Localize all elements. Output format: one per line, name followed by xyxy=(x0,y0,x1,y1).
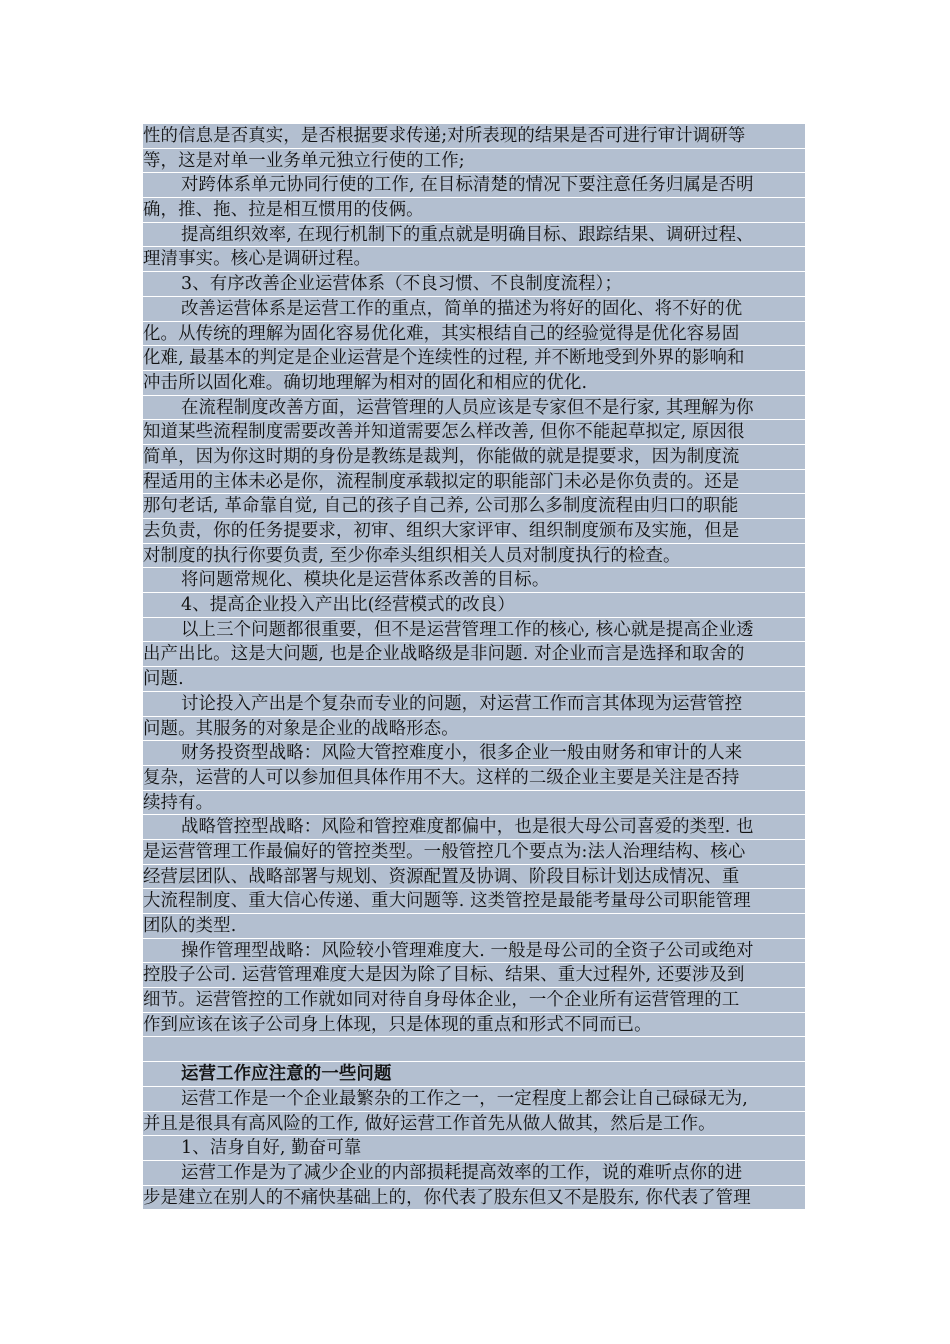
paragraph xyxy=(143,618,805,692)
text-line: 冲击所以固化难。确切地理解为相对的固化和相应的优化. xyxy=(143,371,805,396)
text-line: 经营层团队、战略部署与规划、资源配置及协调、阶段目标计划达成情况、重 xyxy=(143,865,805,890)
text-line: 等，这是对单一业务单元独立行使的工作; xyxy=(143,149,805,174)
text-line: 知道某些流程制度需要改善并知道需要怎么样改善, 但你不能起草拟定, 原因很 xyxy=(143,420,805,445)
heading-text: 运营工作应注意的一些问题 xyxy=(143,1062,805,1087)
blank-line xyxy=(143,1037,805,1062)
text-line: 问题。其服务的对象是企业的战略形态。 xyxy=(143,717,805,742)
text-line: 4、提高企业投入产出比(经营模式的改良） xyxy=(143,593,805,618)
text-line: 续持有。 xyxy=(143,791,805,816)
text-line: 步是建立在别人的不痛快基础上的，你代表了股东但又不是股东, 你代表了管理 xyxy=(143,1186,805,1211)
paragraph xyxy=(143,593,805,618)
text-line: 运营工作是为了减少企业的内部损耗提高效率的工作，说的难听点你的进 xyxy=(143,1161,805,1186)
paragraph xyxy=(143,272,805,297)
text-line: 复杂，运营的人可以参加但具体作用不大。这样的二级企业主要是关注是否持 xyxy=(143,766,805,791)
text-line: 团队的类型. xyxy=(143,914,805,939)
text-line: 将问题常规化、模块化是运营体系改善的目标。 xyxy=(143,568,805,593)
text-line: 性的信息是否真实，是否根据要求传递;对所表现的结果是否可进行审计调研等 xyxy=(143,124,805,149)
paragraph xyxy=(143,1161,805,1210)
text-line: 大流程制度、重大信心传递、重大问题等. 这类管控是最能考量母公司职能管理 xyxy=(143,889,805,914)
paragraph xyxy=(143,173,805,222)
text-line: 控股子公司. 运营管理难度大是因为除了目标、结果、重大过程外, 还要涉及到 xyxy=(143,963,805,988)
text-line: 程适用的主体未必是你，流程制度承载拟定的职能部门未必是你负责的。还是 xyxy=(143,470,805,495)
paragraph xyxy=(143,1087,805,1136)
text-line: 改善运营体系是运营工作的重点，简单的描述为将好的固化、将不好的优 xyxy=(143,297,805,322)
text-line: 细节。运营管控的工作就如同对待自身母体企业，一个企业所有运营管理的工 xyxy=(143,988,805,1013)
text-line: 问题. xyxy=(143,667,805,692)
text-line: 战略管控型战略：风险和管控难度都偏中，也是很大母公司喜爱的类型. 也 xyxy=(143,815,805,840)
paragraph xyxy=(143,1136,805,1161)
paragraph xyxy=(143,815,805,938)
text-line: 操作管理型战略：风险较小管理难度大. 一般是母公司的全资子公司或绝对 xyxy=(143,939,805,964)
document-body xyxy=(143,124,805,1210)
text-line: 1、洁身自好, 勤奋可靠 xyxy=(143,1136,805,1161)
text-line: 是运营管理工作最偏好的管控类型。一般管控几个要点为:法人治理结构、核心 xyxy=(143,840,805,865)
text-line: 并且是很具有高风险的工作, 做好运营工作首先从做人做其，然后是工作。 xyxy=(143,1112,805,1137)
text-line: 去负责，你的任务提要求，初审、组织大家评审、组织制度颁布及实施，但是 xyxy=(143,519,805,544)
text-line: 那句老话, 革命靠自觉, 自己的孩子自己养, 公司那么多制度流程由归口的职能 xyxy=(143,494,805,519)
text-line: 以上三个问题都很重要，但不是运营管理工作的核心, 核心就是提高企业透 xyxy=(143,618,805,643)
text-line: 化。从传统的理解为固化容易优化难，其实根结自己的经验觉得是优化容易固 xyxy=(143,322,805,347)
text-line: 讨论投入产出是个复杂而专业的问题，对运营工作而言其体现为运营管控 xyxy=(143,692,805,717)
text-line: 作到应该在该子公司身上体现，只是体现的重点和形式不同而已。 xyxy=(143,1013,805,1038)
text-line: 在流程制度改善方面，运营管理的人员应该是专家但不是行家, 其理解为你 xyxy=(143,396,805,421)
text-line: 3、有序改善企业运营体系（不良习惯、不良制度流程）； xyxy=(143,272,805,297)
text-line: 确，推、拖、拉是相互惯用的伎俩。 xyxy=(143,198,805,223)
text-line: 出产出比。这是大问题, 也是企业战略级是非问题. 对企业而言是选择和取舍的 xyxy=(143,642,805,667)
text-line: 简单，因为你这时期的身份是教练是裁判，你能做的就是提要求，因为制度流 xyxy=(143,445,805,470)
paragraph xyxy=(143,939,805,1038)
text-line: 财务投资型战略：风险大管控难度小，很多企业一般由财务和审计的人来 xyxy=(143,741,805,766)
paragraph xyxy=(143,692,805,741)
paragraph xyxy=(143,297,805,396)
text-line: 提高组织效率, 在现行机制下的重点就是明确目标、跟踪结果、调研过程、 xyxy=(143,223,805,248)
text-line: 对跨体系单元协同行使的工作, 在目标清楚的情况下要注意任务归属是否明 xyxy=(143,173,805,198)
text-line: 理清事实。核心是调研过程。 xyxy=(143,247,805,272)
section-heading xyxy=(143,1062,805,1087)
paragraph xyxy=(143,124,805,173)
text-line: 对制度的执行你要负责, 至少你牵头组织相关人员对制度执行的检查。 xyxy=(143,544,805,569)
paragraph xyxy=(143,223,805,272)
paragraph xyxy=(143,568,805,593)
paragraph xyxy=(143,741,805,815)
paragraph xyxy=(143,396,805,569)
text-line: 化难, 最基本的判定是企业运营是个连续性的过程, 并不断地受到外界的影响和 xyxy=(143,346,805,371)
text-line: 运营工作是一个企业最繁杂的工作之一，一定程度上都会让自己碌碌无为, xyxy=(143,1087,805,1112)
